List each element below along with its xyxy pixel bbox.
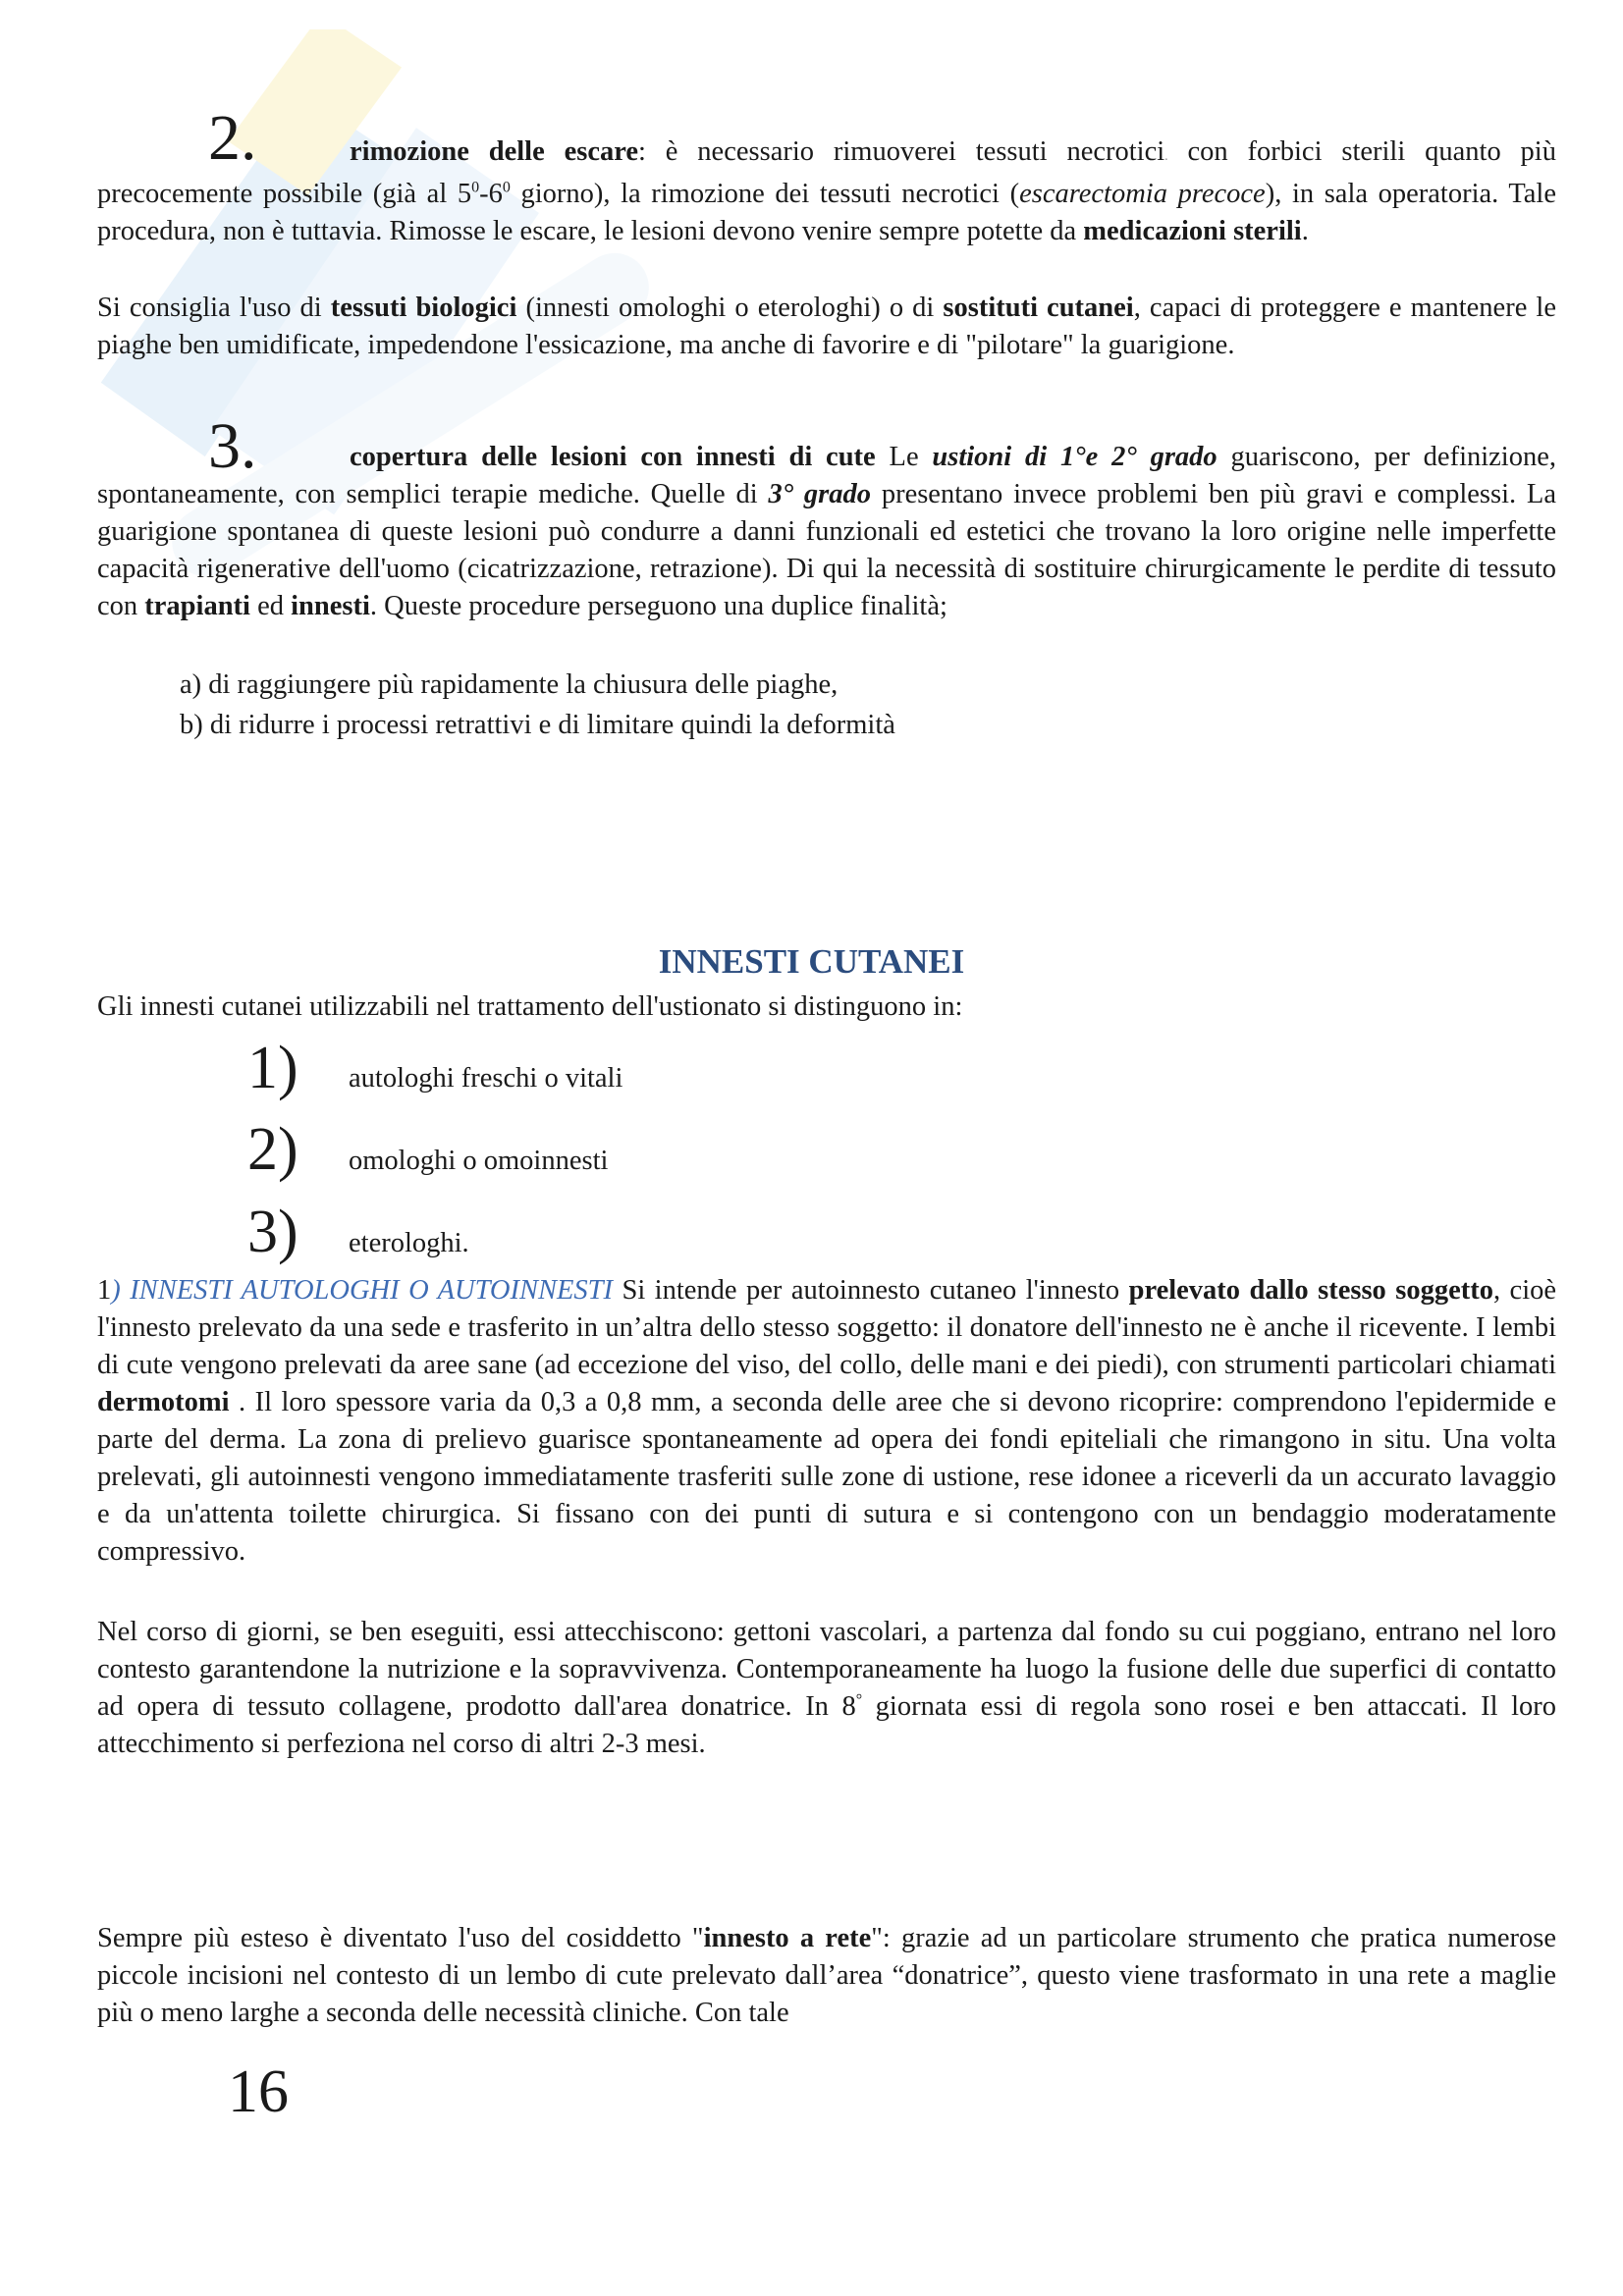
step-2-paragraph: rimozione delle escare: è necessario rimuoverei tessuti necrotici. con forbici sterili quanto più precocemente possibile (già al $5^0-6^0$ giorno), la rimozione dei tessuti necrotici (escarectomia precoce), in sala operatoria. Tale procedura, non è tuttavia. Rimosse le escare, le lesioni devono venire sempre potette da medicazioni sterili.: [97, 136, 1556, 246]
list-label-1: autologhi freschi o vitali: [349, 1063, 623, 1094]
attecchimento-paragraph: Nel corso di giorni, se ben eseguiti, essi attecchiscono: gettoni vascolari, a partenza dal fondo su cui poggiano, entrano nel loro contesto garantendone la nutrizione e la sopravvivenza. Contemporaneamente ha luogo la fusione delle due superfici di contatto ad opera di tessuto collagene, prodotto dall'area donatrice. In 8° giornata essi di regola sono rosei e ben attaccati. Il loro attecchimento si perfeziona nel corso di altri 2-3 mesi.: [97, 1617, 1556, 1759]
list-label-2: omologhi o omoinnesti: [349, 1146, 609, 1176]
finalita-b: b) di ridurre i processi retrattivi e di limitare quindi la deformità: [180, 710, 895, 740]
list-num-2: 2): [247, 1116, 298, 1183]
step-3-number: 3.: [208, 410, 257, 482]
rete-paragraph: Sempre più esteso è diventato l'uso del cosiddetto "innesto a rete": grazie ad un particolare strumento che pratica numerose piccole incisioni nel contesto di un lembo di cute prelevato dall’area “donatrice”, questo viene trasformato in una rete a maglie più o meno larghe a seconda delle necessità cliniche. Con tale: [97, 1923, 1556, 2028]
autologhi-paragraph: 1) INNESTI AUTOLOGHI O AUTOINNESTI Si intende per autoinnesto cutaneo l'innesto prelevato dallo stesso soggetto, cioè l'innesto prelevato da una sede e trasferito in un’altra dello stesso soggetto: il donatore dell'innesto ne è anche il ricevente. I lembi di cute vengono prelevati da aree sane (ad eccezione del viso, del collo, delle mani e dei piedi), con strumenti particolari chiamati dermotomi . Il loro spessore varia da 0,3 a 0,8 mm, a seconda delle aree che si devono ricoprire: comprendono l'epidermide e parte del derma. La zona di prelievo guarisce spontaneamente ad opera dei fondi epiteliali che rimangono in situ. Una volta prelevati, gli autoinnesti vengono immediatamente trasferiti sulle zone di ustione, rese idonee a riceverli da un accurato lavaggio e da un'attenta toilette chirurgica. Si fissano con dei punti di sutura e si contengono con un bendaggio moderatamente compressivo.: [97, 1275, 1557, 1567]
page-number: 16: [228, 2058, 289, 2125]
list-label-3: eterologhi.: [349, 1228, 469, 1258]
finalita-a: a) di raggiungere più rapidamente la chiusura delle piaghe,: [180, 669, 839, 700]
section-intro: Gli innesti cutanei utilizzabili nel trattamento dell'ustionato si distinguono in:: [97, 991, 963, 1022]
consiglio-paragraph: Si consiglia l'uso di tessuti biologici (innesti omologhi o eterologhi) o di sostituti cutanei, capaci di proteggere e mantenere le piaghe ben umidificate, impedendone l'essicazione, ma anche di favorire e di "pilotare" la guarigione.: [97, 293, 1556, 360]
list-num-1: 1): [247, 1035, 298, 1101]
list-num-3: 3): [247, 1199, 298, 1265]
section-title: INNESTI CUTANEI: [658, 942, 965, 981]
step-2-number: 2.: [208, 102, 257, 174]
step-3-paragraph: copertura delle lesioni con innesti di cute Le ustioni di 1°e 2° grado guariscono, per definizione, spontaneamente, con semplici terapie mediche. Quelle di 3° grado presentano invece problemi ben più gravi e complessi. La guarigione spontanea di queste lesioni può condurre a danni funzionali ed estetici che trovano la loro origine nelle imperfette capacità rigenerative dell'uomo (cicatrizzazione, retrazione). Di qui la necessità di sostituire chirurgicamente le perdite di tessuto con trapianti ed innesti. Queste procedure perseguono una duplice finalità;: [97, 442, 1557, 621]
